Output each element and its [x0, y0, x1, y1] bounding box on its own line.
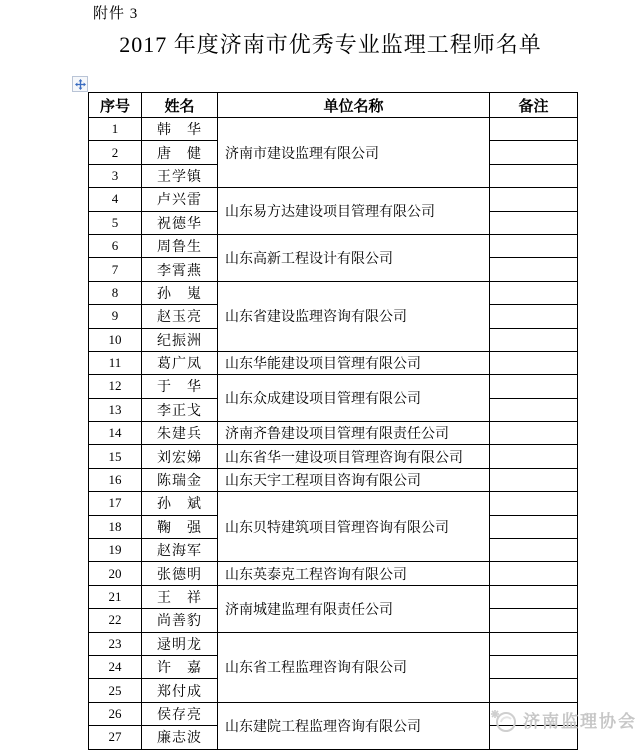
serial-cell: 16	[89, 468, 142, 491]
serial-cell: 24	[89, 655, 142, 678]
serial-cell: 14	[89, 422, 142, 445]
header-remark: 备注	[490, 93, 578, 118]
serial-cell: 7	[89, 258, 142, 281]
remark-cell	[490, 351, 578, 374]
name-cell: 刘宏娣	[142, 445, 218, 468]
remark-cell	[490, 258, 578, 281]
name-cell: 许 嘉	[142, 655, 218, 678]
table-row	[89, 492, 578, 515]
remark-cell	[490, 679, 578, 702]
serial-cell: 17	[89, 492, 142, 515]
table-row	[89, 445, 578, 468]
table-row	[89, 468, 578, 491]
remark-cell	[490, 141, 578, 164]
company-cell: 山东高新工程设计有限公司	[218, 234, 490, 281]
table-row	[89, 562, 578, 585]
remark-cell	[490, 422, 578, 445]
company-cell: 山东省建设监理咨询有限公司	[218, 281, 490, 351]
serial-cell: 1	[89, 118, 142, 141]
company-cell: 济南市建设监理有限公司	[218, 118, 490, 188]
remark-cell	[490, 305, 578, 328]
table-row	[89, 375, 578, 398]
serial-cell: 10	[89, 328, 142, 351]
move-cross-icon	[75, 79, 86, 90]
remark-cell	[490, 328, 578, 351]
remark-cell	[490, 375, 578, 398]
company-cell: 山东贝特建筑项目管理咨询有限公司	[218, 492, 490, 562]
header-company: 单位名称	[218, 93, 490, 118]
serial-cell: 19	[89, 539, 142, 562]
remark-cell	[490, 234, 578, 257]
name-cell: 陈瑞金	[142, 468, 218, 491]
table-row	[89, 188, 578, 211]
name-cell: 王学镇	[142, 164, 218, 187]
company-cell: 济南城建监理有限责任公司	[218, 585, 490, 632]
name-cell: 王 祥	[142, 585, 218, 608]
name-cell: 韩 华	[142, 118, 218, 141]
company-cell: 济南齐鲁建设项目管理有限责任公司	[218, 422, 490, 445]
name-cell: 于 华	[142, 375, 218, 398]
company-cell: 山东省工程监理咨询有限公司	[218, 632, 490, 702]
serial-cell: 27	[89, 726, 142, 749]
name-cell: 郑付成	[142, 679, 218, 702]
company-cell: 山东英泰克工程咨询有限公司	[218, 562, 490, 585]
serial-cell: 11	[89, 351, 142, 374]
name-cell: 周鲁生	[142, 234, 218, 257]
name-cell: 鞠 强	[142, 515, 218, 538]
table-row	[89, 281, 578, 304]
serial-cell: 25	[89, 679, 142, 702]
roster-table-container	[88, 92, 578, 750]
company-cell: 山东天宇工程项目咨询有限公司	[218, 468, 490, 491]
page-title: 2017 年度济南市优秀专业监理工程师名单	[119, 32, 542, 57]
name-cell: 朱建兵	[142, 422, 218, 445]
company-cell: 山东众成建设项目管理有限公司	[218, 375, 490, 422]
serial-cell: 21	[89, 585, 142, 608]
serial-cell: 18	[89, 515, 142, 538]
remark-cell	[490, 655, 578, 678]
serial-cell: 5	[89, 211, 142, 234]
roster-table	[88, 92, 578, 750]
table-row	[89, 632, 578, 655]
table-move-handle[interactable]	[72, 76, 88, 92]
remark-cell	[490, 398, 578, 421]
name-cell: 孙 斌	[142, 492, 218, 515]
remark-cell	[490, 445, 578, 468]
serial-cell: 20	[89, 562, 142, 585]
attachment-label: 附件 3	[93, 6, 139, 22]
serial-cell: 8	[89, 281, 142, 304]
remark-cell	[490, 281, 578, 304]
name-cell: 纪振洲	[142, 328, 218, 351]
serial-cell: 4	[89, 188, 142, 211]
remark-cell	[490, 585, 578, 608]
name-cell: 卢兴雷	[142, 188, 218, 211]
name-cell: 孙 嵬	[142, 281, 218, 304]
remark-cell	[490, 188, 578, 211]
name-cell: 祝德华	[142, 211, 218, 234]
name-cell: 逯明龙	[142, 632, 218, 655]
serial-cell: 3	[89, 164, 142, 187]
remark-cell	[490, 515, 578, 538]
name-cell: 赵玉亮	[142, 305, 218, 328]
serial-cell: 23	[89, 632, 142, 655]
remark-cell	[490, 632, 578, 655]
table-row	[89, 118, 578, 141]
serial-cell: 2	[89, 141, 142, 164]
serial-cell: 15	[89, 445, 142, 468]
remark-cell	[490, 726, 578, 749]
table-row	[89, 422, 578, 445]
name-cell: 廉志波	[142, 726, 218, 749]
name-cell: 唐 健	[142, 141, 218, 164]
company-cell: 山东华能建设项目管理有限公司	[218, 351, 490, 374]
name-cell: 赵海军	[142, 539, 218, 562]
remark-cell	[490, 609, 578, 632]
remark-cell	[490, 211, 578, 234]
header-name: 姓名	[142, 93, 218, 118]
table-row	[89, 351, 578, 374]
watermark-text: 济南监理协会	[523, 711, 637, 731]
serial-cell: 26	[89, 702, 142, 725]
remark-cell	[490, 539, 578, 562]
serial-cell: 6	[89, 234, 142, 257]
table-row	[89, 234, 578, 257]
name-cell: 李正戈	[142, 398, 218, 421]
table-row	[89, 702, 578, 725]
name-cell: 李霄燕	[142, 258, 218, 281]
remark-cell	[490, 562, 578, 585]
header-serial: 序号	[89, 93, 142, 118]
roster-table-body	[89, 118, 578, 750]
serial-cell: 12	[89, 375, 142, 398]
remark-cell	[490, 468, 578, 491]
company-cell: 山东易方达建设项目管理有限公司	[218, 188, 490, 235]
name-cell: 葛广凤	[142, 351, 218, 374]
remark-cell	[490, 702, 578, 725]
remark-cell	[490, 118, 578, 141]
serial-cell: 9	[89, 305, 142, 328]
header-row	[89, 93, 578, 118]
serial-cell: 13	[89, 398, 142, 421]
serial-cell: 22	[89, 609, 142, 632]
remark-cell	[490, 164, 578, 187]
name-cell: 尚善豹	[142, 609, 218, 632]
table-row	[89, 585, 578, 608]
name-cell: 侯存亮	[142, 702, 218, 725]
remark-cell	[490, 492, 578, 515]
name-cell: 张德明	[142, 562, 218, 585]
company-cell: 山东建院工程监理咨询有限公司	[218, 702, 490, 749]
company-cell: 山东省华一建设项目管理咨询有限公司	[218, 445, 490, 468]
